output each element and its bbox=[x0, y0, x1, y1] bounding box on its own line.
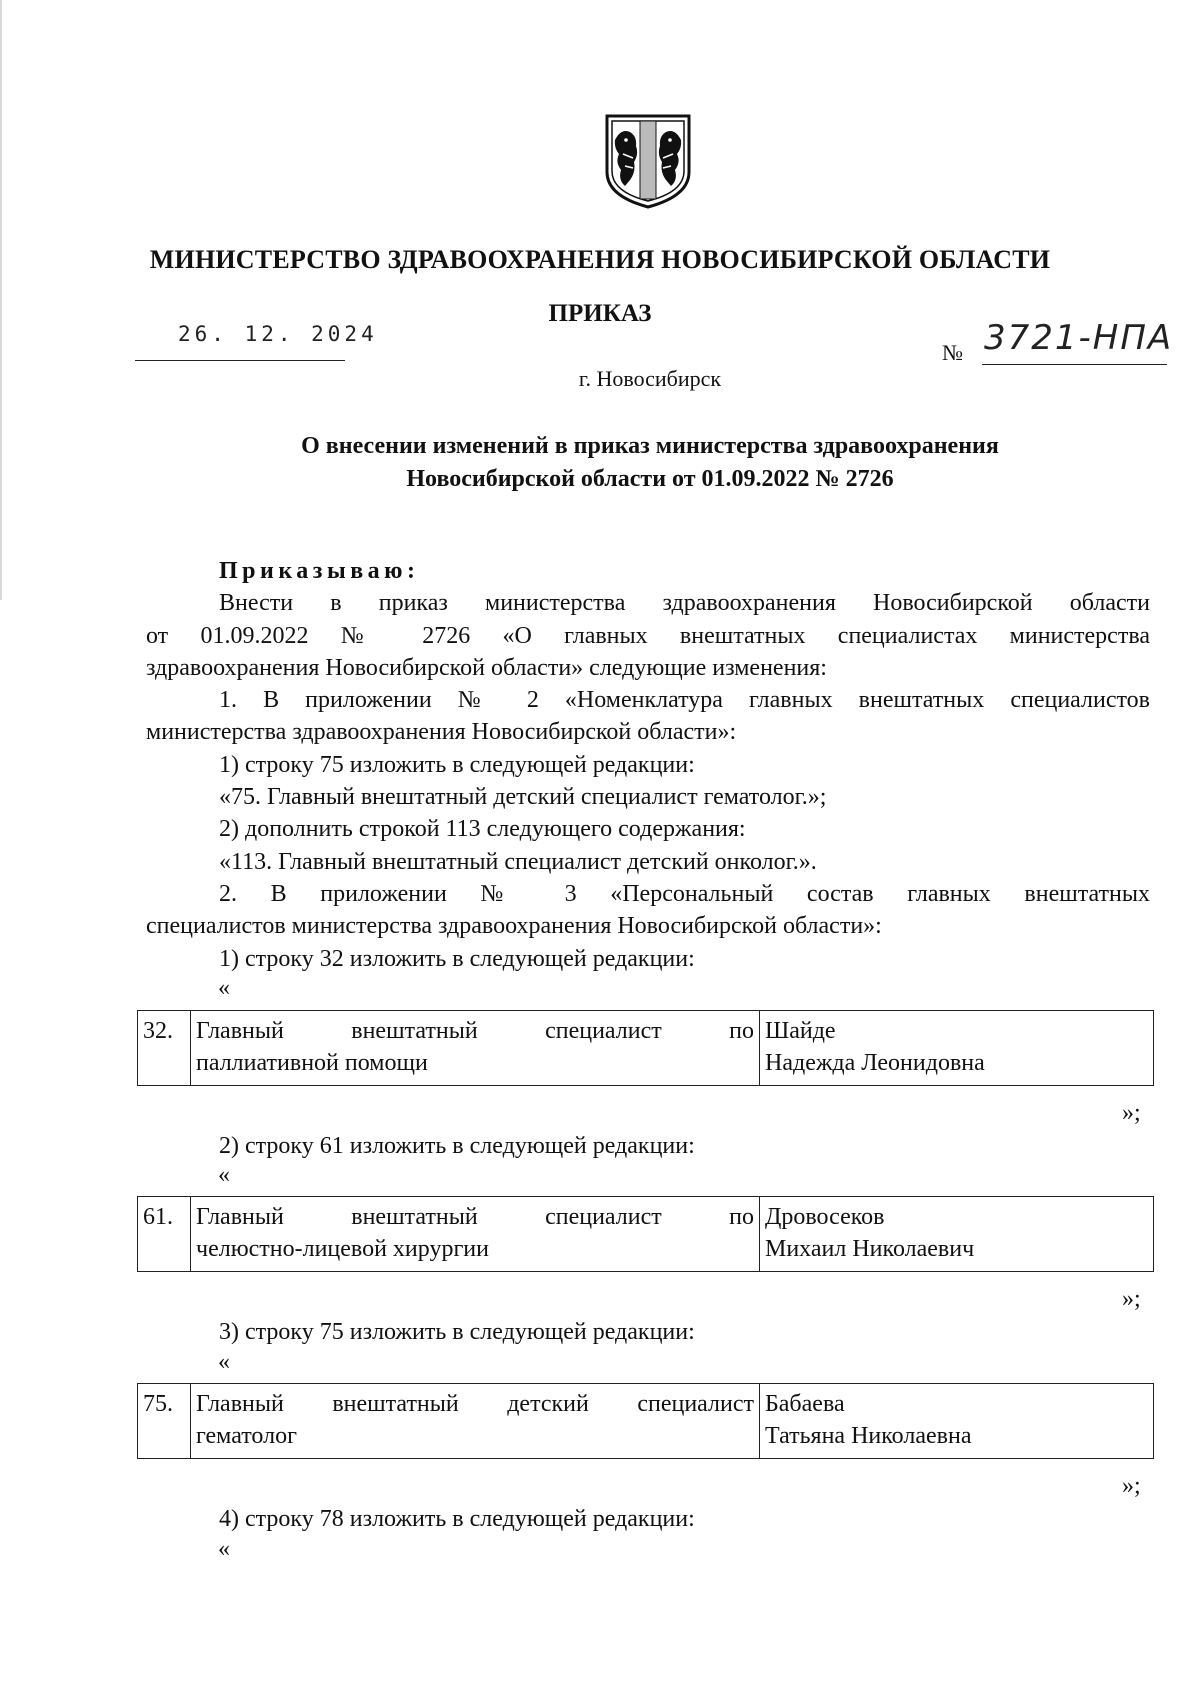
subject-line-1: О внесении изменений в приказ министерства здравоохранения bbox=[301, 433, 999, 459]
item-2-sub-1: 1) строку 32 изложить в следующей редакции: bbox=[219, 945, 695, 972]
row-title-line-2: челюстно-лицевой хирургии bbox=[196, 1236, 489, 1262]
city: г. Новосибирск bbox=[578, 366, 722, 391]
row-person bbox=[760, 1011, 1154, 1086]
row-title bbox=[191, 1384, 760, 1459]
item-1-sub-2: 2) дополнить строкой 113 следующего содержания: bbox=[219, 816, 746, 843]
intro-line-1: Внести в приказ министерства здравоохранения Новосибирской области bbox=[219, 590, 1150, 617]
number-underline bbox=[982, 364, 1167, 365]
quote-open: « bbox=[218, 1536, 230, 1562]
row-number: 61. bbox=[138, 1197, 191, 1272]
row-number: 75. bbox=[138, 1384, 191, 1459]
item-2-sub-3: 3) строку 75 изложить в следующей редакции: bbox=[219, 1319, 695, 1345]
row-title-line-1: Главный внештатный детский специалист bbox=[196, 1391, 754, 1417]
table-row bbox=[137, 1010, 1154, 1086]
coat-of-arms-icon bbox=[603, 110, 693, 210]
number-sign: № bbox=[942, 340, 963, 365]
table-row bbox=[137, 1383, 1154, 1459]
row-person bbox=[760, 1384, 1154, 1459]
quote-close: »; bbox=[1122, 1100, 1141, 1126]
item-2-sub-2: 2) строку 61 изложить в следующей редакции: bbox=[219, 1133, 695, 1159]
item-1-sub-1-text: «75. Главный внештатный детский специалист гематолог.»; bbox=[219, 784, 827, 811]
quote-open: « bbox=[218, 1349, 230, 1375]
date-underline bbox=[135, 360, 345, 361]
quote-open: « bbox=[218, 1162, 230, 1188]
row-number: 32. bbox=[138, 1011, 191, 1086]
item-2-sub-4: 4) строку 78 изложить в следующей редакции: bbox=[219, 1506, 695, 1532]
item-1-line-1: 1. В приложении № 2 «Номенклатура главных внештатных специалистов bbox=[219, 687, 1150, 714]
row-title bbox=[191, 1011, 760, 1086]
document-date: 26. 12. 2024 bbox=[178, 322, 378, 346]
row-person-surname: Дровосеков bbox=[765, 1204, 885, 1230]
row-title-line-2: гематолог bbox=[196, 1423, 297, 1449]
row-person-name: Татьяна Николаевна bbox=[765, 1423, 972, 1449]
quote-open: « bbox=[218, 975, 230, 1001]
document-type: ПРИКАЗ bbox=[548, 300, 652, 327]
item-1-line-2: министерства здравоохранения Новосибирской области»: bbox=[146, 719, 737, 746]
document-number: 3721-НПА bbox=[984, 318, 1174, 358]
ministry-title: МИНИСТЕРСТВО ЗДРАВООХРАНЕНИЯ НОВОСИБИРСКОЙ ОБЛАСТИ bbox=[149, 245, 1051, 274]
row-person-surname: Шайде bbox=[765, 1018, 836, 1044]
item-2-line-1: 2. В приложении № 3 «Персональный состав главных внештатных bbox=[219, 880, 1150, 907]
item-1-sub-2-text: «113. Главный внештатный специалист детский онколог.». bbox=[219, 848, 817, 875]
subject-line-2: Новосибирской области от 01.09.2022 № 2726 bbox=[406, 466, 894, 492]
document-body bbox=[146, 555, 1150, 975]
quote-close: »; bbox=[1122, 1473, 1141, 1499]
row-person-name: Михаил Николаевич bbox=[765, 1236, 975, 1262]
order-word: Приказываю: bbox=[219, 558, 420, 584]
item-1-sub-1: 1) строку 75 изложить в следующей редакции: bbox=[219, 751, 695, 778]
quote-close: »; bbox=[1122, 1286, 1141, 1312]
row-person-surname: Бабаева bbox=[765, 1391, 845, 1417]
item-2-line-2: специалистов министерства здравоохранения Новосибирской области»: bbox=[146, 913, 882, 940]
intro-line-2: от 01.09.2022 № 2726 «О главных внештатных специалистах министерства bbox=[146, 622, 1150, 649]
document-subject bbox=[150, 430, 1150, 496]
row-title-line-1: Главный внештатный специалист по bbox=[196, 1204, 754, 1230]
row-person-name: Надежда Леонидовна bbox=[765, 1050, 985, 1076]
row-person bbox=[760, 1197, 1154, 1272]
row-title-line-1: Главный внештатный специалист по bbox=[196, 1018, 754, 1044]
intro-line-3: здравоохранения Новосибирской области» следующие изменения: bbox=[146, 654, 827, 681]
row-title bbox=[191, 1197, 760, 1272]
row-title-line-2: паллиативной помощи bbox=[196, 1050, 428, 1076]
table-row bbox=[137, 1196, 1154, 1272]
